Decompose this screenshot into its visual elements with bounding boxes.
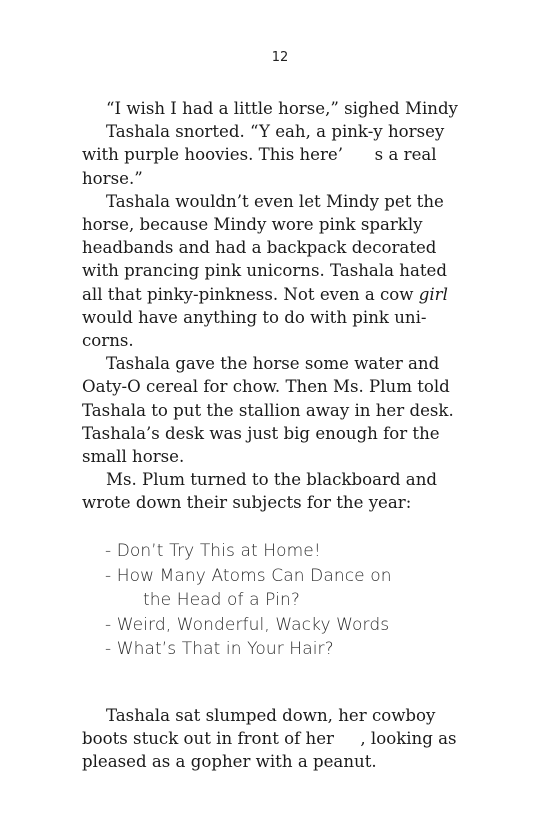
text-line: Tashala snorted. “Y eah, a pink-y horsey	[106, 122, 445, 142]
text-line: Oaty-O cereal for chow. Then Ms. Plum told	[82, 377, 450, 397]
text-line: would have anything to do with pink uni-	[82, 307, 427, 327]
text-line: boots stuck out in front of her , looking as	[82, 729, 457, 749]
text-line: pleased as a gopher with a peanut.	[82, 752, 377, 772]
text-line: Tashala to put the stallion away in her desk.	[82, 400, 454, 420]
text-line: horse, because Mindy wore pink sparkly	[82, 215, 423, 235]
text-line-cowgirl	[82, 283, 482, 306]
text-line: horse.”	[82, 168, 143, 188]
text-line: with prancing pink unicorns. Tashala hated	[82, 261, 447, 281]
text-line: Tashala wouldn’t even let Mindy pet the	[106, 191, 444, 211]
story-text-bottom	[82, 704, 482, 774]
subject-item-continuation: the Head of a Pin?	[143, 590, 300, 610]
subject-list	[105, 539, 465, 662]
subject-item: - How Many Atoms Can Dance on	[105, 565, 392, 586]
subject-item: - Weird, Wonderful, Wacky Words	[105, 614, 390, 635]
text-line: Tashala gave the horse some water and	[106, 354, 440, 374]
text-line: corns.	[82, 331, 134, 351]
text-line: wrote down their subjects for the year:	[82, 493, 412, 513]
text-line: Ms. Plum turned to the blackboard and	[106, 470, 438, 490]
text-line: “I wish I had a little horse,” sighed Mindy	[106, 99, 458, 118]
page-number: 12	[271, 50, 289, 65]
subject-item: - What’s That in Your Hair?	[105, 639, 334, 659]
italic-word: girl	[418, 284, 448, 304]
text-line: Tashala sat slumped down, her cowboy	[106, 706, 436, 725]
text-line: small horse.	[82, 447, 185, 467]
text-line: headbands and had a backpack decorated	[82, 238, 437, 258]
subject-item: - Don’t Try This at Home!	[105, 541, 321, 561]
text-fragment: all that pinky-pinkness. Not even a cow	[82, 284, 419, 304]
text-line: with purple hoovies. This here’ s a real	[82, 145, 437, 165]
text-line: Tashala’s desk was just big enough for the	[82, 423, 440, 443]
story-text-top	[82, 97, 482, 515]
